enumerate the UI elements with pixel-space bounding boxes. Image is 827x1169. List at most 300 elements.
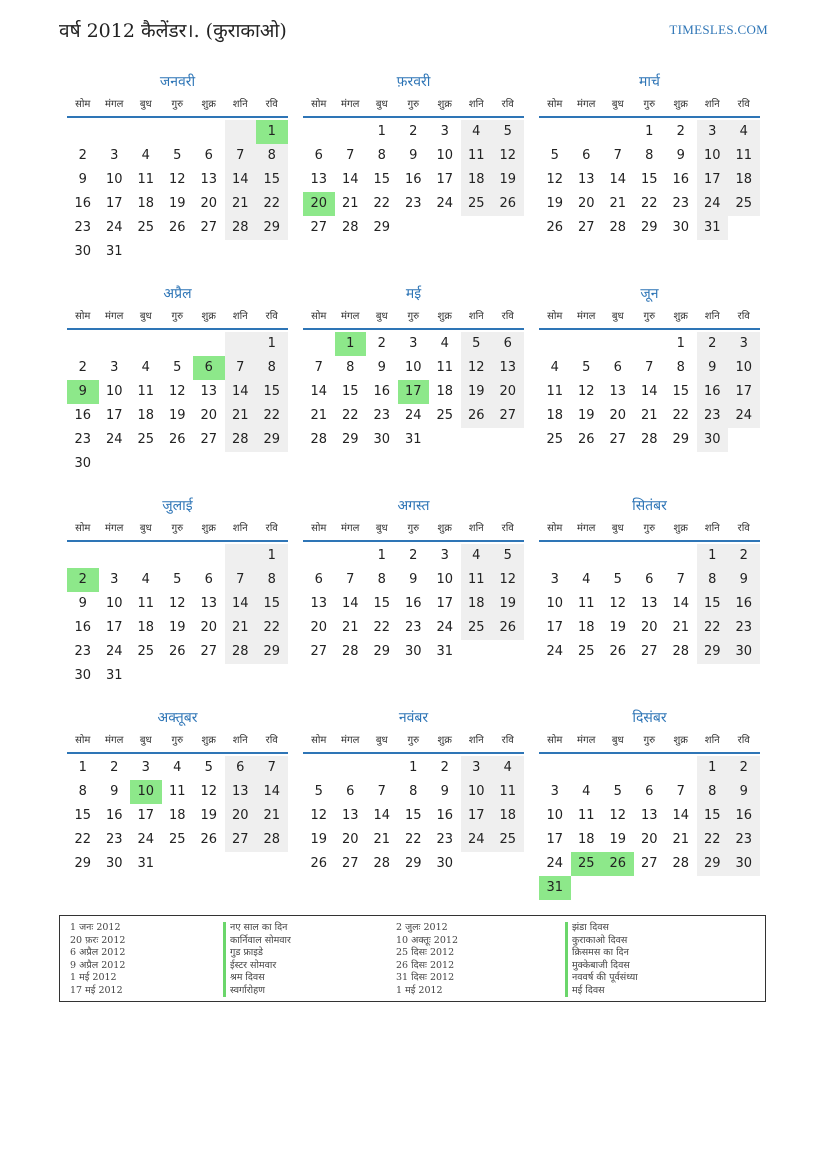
day-cell: 11 [436,360,454,375]
weekday-label: मंगल [341,523,360,534]
day-grid [67,756,288,876]
day-grid [539,756,760,900]
day-cell: 4 [492,756,524,780]
weekday-label: शुक्र [673,99,688,110]
empty-cell [303,544,335,568]
day-cell: 18 [436,384,454,399]
day-cell: 25 [577,644,595,659]
day-cell: 13 [609,384,627,399]
holiday-day-cell: 25 [571,852,603,876]
day-cell: 16 [436,808,454,823]
day-cell: 26 [168,220,186,235]
weekday-label: शनि [232,523,248,534]
day-cell: 8 [256,568,288,592]
weekday-label: बुध [139,735,152,746]
day-cell: 2 [728,756,760,780]
weekday-label: गुरु [171,735,184,746]
day-cell: 11 [461,144,493,168]
day-cell: 8 [346,360,355,375]
legend-left-names [223,922,291,997]
day-cell: 21 [341,620,359,635]
day-cell: 11 [577,596,595,611]
day-cell: 1 [377,548,386,563]
day-cell: 21 [225,192,257,216]
day-cell: 22 [697,828,729,852]
day-cell: 10 [436,148,454,163]
day-cell: 31 [697,216,729,240]
day-cell: 12 [492,144,524,168]
day-cell: 28 [225,640,257,664]
day-cell: 17 [436,172,454,187]
weekday-label: शुक्र [201,523,216,534]
weekday-label: बुध [139,523,152,534]
weekday-label: गुरु [643,735,656,746]
empty-cell [225,332,257,356]
day-cell: 4 [461,544,493,568]
day-cell: 7 [346,148,355,163]
day-cell: 28 [225,428,257,452]
day-cell: 20 [640,620,658,635]
day-cell: 2 [409,548,418,563]
legend-entry: क्रिसमस का दिन [565,947,638,960]
day-cell: 13 [200,384,218,399]
day-cell: 17 [546,832,564,847]
day-cell: 7 [225,568,257,592]
legend-entry: श्रम दिवस [223,972,291,985]
day-cell: 6 [492,332,524,356]
day-cell: 9 [728,568,760,592]
day-cell: 18 [137,196,155,211]
day-cell: 30 [404,644,422,659]
weekday-label: बुध [375,311,388,322]
day-grid [67,332,288,476]
day-cell: 19 [609,832,627,847]
day-cell: 25 [461,616,493,640]
weekday-label: बुध [375,735,388,746]
weekday-header [303,730,524,754]
weekday-label: सोम [75,523,91,534]
day-cell: 3 [550,572,559,587]
day-cell: 16 [697,380,729,404]
legend-entry: 20 फ़रः 2012 [70,934,126,946]
day-grid [303,544,524,664]
weekday-label: बुध [375,523,388,534]
day-cell: 18 [137,620,155,635]
day-cell: 4 [141,572,150,587]
day-cell: 9 [110,784,119,799]
weekday-label: मंगल [577,311,596,322]
weekday-header [67,730,288,754]
empty-cell [99,332,131,356]
day-cell: 24 [697,192,729,216]
day-cell: 12 [310,808,328,823]
day-cell: 1 [256,332,288,356]
empty-cell [67,332,99,356]
day-cell: 12 [168,384,186,399]
month-name: नवंबर [398,710,429,726]
weekday-label: गुरु [407,99,420,110]
day-cell: 4 [440,336,449,351]
weekday-header [67,306,288,330]
site-link[interactable]: TIMESLES.COM [669,22,768,37]
day-cell: 24 [546,856,564,871]
day-cell: 30 [672,220,690,235]
day-cell: 8 [697,568,729,592]
weekday-label: बुध [611,523,624,534]
day-cell: 12 [609,808,627,823]
weekday-label: शनि [704,735,720,746]
day-cell: 6 [204,148,213,163]
day-grid [303,332,524,452]
day-cell: 15 [256,380,288,404]
weekday-label: रवि [265,523,278,534]
day-cell: 28 [256,828,288,852]
day-cell: 20 [225,804,257,828]
empty-cell [539,756,571,780]
weekday-header [539,306,760,330]
weekday-label: गुरु [171,523,184,534]
day-cell: 15 [341,384,359,399]
day-cell: 5 [492,544,524,568]
day-cell: 7 [225,144,257,168]
day-cell: 29 [672,432,690,447]
day-cell: 22 [404,832,422,847]
day-cell: 20 [640,832,658,847]
day-cell: 20 [341,832,359,847]
legend-entry: मुक्केबाजी दिवस [565,960,638,973]
day-cell: 5 [613,784,622,799]
empty-cell [130,332,162,356]
weekday-header [67,518,288,542]
day-cell: 17 [728,380,760,404]
legend-entry: 25 दिसः 2012 [396,947,455,958]
weekday-label: सोम [311,311,327,322]
day-cell: 19 [310,832,328,847]
empty-cell [571,756,603,780]
weekday-label: शनि [704,523,720,534]
weekday-label: शनि [232,99,248,110]
day-cell: 1 [697,544,729,568]
day-cell: 14 [640,384,658,399]
month-block [539,708,760,920]
legend-entry: नए साल का दिन [223,922,291,935]
day-cell: 11 [577,808,595,823]
weekday-label: बुध [611,99,624,110]
day-cell: 21 [640,408,658,423]
day-cell: 4 [141,360,150,375]
day-cell: 26 [461,404,493,428]
day-cell: 19 [492,168,524,192]
empty-cell [602,544,634,568]
day-cell: 4 [728,120,760,144]
day-cell: 26 [310,856,328,871]
weekday-label: सोम [547,311,563,322]
day-cell: 11 [137,596,155,611]
day-cell: 17 [137,808,155,823]
day-cell: 17 [546,620,564,635]
day-cell: 16 [728,592,760,616]
day-cell: 28 [341,644,359,659]
day-cell: 5 [204,760,213,775]
weekday-label: रवि [737,735,750,746]
day-cell: 28 [225,216,257,240]
empty-cell [67,544,99,568]
day-cell: 6 [314,572,323,587]
weekday-header [539,94,760,118]
day-cell: 6 [346,784,355,799]
day-cell: 10 [546,808,564,823]
day-cell: 13 [341,808,359,823]
day-cell: 25 [461,192,493,216]
day-cell: 14 [373,808,391,823]
empty-cell [665,544,697,568]
weekday-label: शुक्र [673,735,688,746]
weekday-label: शुक्र [437,99,452,110]
day-cell: 10 [546,596,564,611]
weekday-label: सोम [311,735,327,746]
month-block [303,72,524,284]
day-cell: 7 [225,356,257,380]
weekday-label: शुक्र [673,523,688,534]
month-name: अक्तूबर [157,710,198,726]
day-cell: 14 [225,592,257,616]
day-cell: 29 [697,852,729,876]
day-cell: 5 [550,148,559,163]
month-block [539,496,760,708]
holiday-legend [59,915,766,1002]
day-cell: 2 [697,332,729,356]
weekday-label: मंगल [341,735,360,746]
day-cell: 14 [341,596,359,611]
day-cell: 8 [676,360,685,375]
weekday-label: शनि [468,735,484,746]
month-name: जुलाई [162,498,193,514]
legend-entry: गुड फ्राइडे [223,947,291,960]
weekday-header [67,94,288,118]
day-cell: 12 [577,384,595,399]
day-cell: 29 [74,856,92,871]
day-cell: 23 [74,432,92,447]
day-cell: 15 [697,804,729,828]
weekday-label: गुरु [643,99,656,110]
weekday-label: सोम [547,99,563,110]
empty-cell [162,544,194,568]
month-name: सितंबर [632,498,667,514]
weekday-label: मंगल [105,523,124,534]
day-cell: 7 [256,756,288,780]
weekday-label: शनि [704,99,720,110]
day-cell: 7 [314,360,323,375]
day-cell: 30 [74,456,92,471]
day-cell: 6 [204,572,213,587]
month-name: मई [405,286,422,302]
day-cell: 17 [105,196,123,211]
weekday-label: रवि [501,311,514,322]
day-cell: 21 [225,616,257,640]
day-cell: 21 [225,404,257,428]
day-cell: 19 [168,408,186,423]
weekday-header [303,518,524,542]
weekday-label: शनि [468,311,484,322]
empty-cell [225,544,257,568]
day-cell: 9 [409,148,418,163]
day-cell: 19 [609,620,627,635]
day-cell: 22 [373,620,391,635]
day-cell: 9 [728,780,760,804]
day-cell: 23 [697,404,729,428]
day-cell: 15 [74,808,92,823]
day-cell: 27 [200,432,218,447]
day-cell: 16 [74,408,92,423]
empty-cell [571,544,603,568]
weekday-label: शुक्र [201,99,216,110]
day-cell: 30 [373,432,391,447]
day-cell: 25 [137,644,155,659]
empty-cell [571,332,603,356]
month-name: दिसंबर [632,710,667,726]
day-cell: 28 [672,856,690,871]
day-cell: 6 [645,784,654,799]
day-cell: 10 [697,144,729,168]
weekday-label: मंगल [105,311,124,322]
day-cell: 24 [436,196,454,211]
day-cell: 12 [546,172,564,187]
day-cell: 12 [609,596,627,611]
empty-cell [335,544,367,568]
day-cell: 11 [168,784,186,799]
weekday-label: गुरु [407,311,420,322]
day-cell: 15 [256,592,288,616]
empty-cell [193,544,225,568]
day-cell: 20 [200,196,218,211]
legend-entry: स्वर्गारोहण [223,985,291,998]
day-cell: 7 [613,148,622,163]
month-block [67,708,288,920]
day-cell: 21 [672,832,690,847]
day-cell: 8 [645,148,654,163]
day-cell: 12 [200,784,218,799]
day-cell: 10 [404,360,422,375]
day-cell: 2 [78,148,87,163]
day-cell: 6 [613,360,622,375]
holiday-day-cell: 26 [602,852,634,876]
day-cell: 30 [728,852,760,876]
day-cell: 20 [200,408,218,423]
day-cell: 12 [168,172,186,187]
day-cell: 9 [78,172,87,187]
day-cell: 15 [697,592,729,616]
day-cell: 13 [310,172,328,187]
day-cell: 27 [225,828,257,852]
day-cell: 26 [609,644,627,659]
day-cell: 26 [200,832,218,847]
month-name: जून [640,286,659,302]
day-cell: 18 [577,832,595,847]
day-cell: 31 [436,644,454,659]
legend-entry: 9 अप्रैल 2012 [70,959,126,971]
day-cell: 29 [341,432,359,447]
day-cell: 24 [546,644,564,659]
day-cell: 3 [141,760,150,775]
holiday-day-cell: 20 [303,192,335,216]
day-cell: 27 [640,856,658,871]
day-cell: 14 [225,380,257,404]
day-cell: 11 [492,780,524,804]
day-cell: 19 [461,380,493,404]
day-cell: 23 [728,616,760,640]
day-cell: 21 [609,196,627,211]
day-cell: 16 [74,620,92,635]
weekday-label: गुरु [643,311,656,322]
day-cell: 3 [440,548,449,563]
day-cell: 22 [341,408,359,423]
weekday-label: शुक्र [201,311,216,322]
day-cell: 3 [461,756,493,780]
legend-entry: 2 जुलः 2012 [396,922,448,933]
day-cell: 26 [492,192,524,216]
day-cell: 23 [672,196,690,211]
day-cell: 9 [409,572,418,587]
weekday-label: मंगल [105,735,124,746]
legend-entry: 6 अप्रैल 2012 [70,947,126,958]
legend-entry: नववर्ष की पूर्वसंध्या [565,972,638,985]
day-cell: 17 [105,408,123,423]
day-cell: 2 [440,760,449,775]
holiday-day-cell: 1 [335,332,367,356]
day-cell: 21 [373,832,391,847]
empty-cell [99,120,131,144]
day-grid [303,120,524,240]
day-cell: 22 [256,616,288,640]
day-cell: 5 [173,360,182,375]
day-cell: 23 [404,620,422,635]
month-block [303,284,524,496]
day-cell: 19 [168,196,186,211]
weekday-label: मंगल [577,735,596,746]
day-cell: 24 [105,220,123,235]
day-cell: 26 [546,220,564,235]
day-cell: 6 [645,572,654,587]
legend-right-dates [396,922,458,997]
day-cell: 11 [461,568,493,592]
weekday-label: शुक्र [673,311,688,322]
day-cell: 25 [728,192,760,216]
day-cell: 12 [461,356,493,380]
day-cell: 29 [256,428,288,452]
day-cell: 30 [436,856,454,871]
weekday-header [303,306,524,330]
legend-entry: कुराकाओ दिवस [565,935,638,948]
weekday-label: शनि [232,311,248,322]
day-cell: 5 [173,572,182,587]
day-cell: 16 [373,384,391,399]
day-cell: 14 [672,596,690,611]
empty-cell [225,120,257,144]
weekday-label: शनि [704,311,720,322]
legend-entry: 26 दिसः 2012 [396,959,455,971]
month-block [67,72,288,284]
day-cell: 22 [74,832,92,847]
day-cell: 31 [105,244,123,259]
day-cell: 15 [373,596,391,611]
weekday-label: शनि [468,99,484,110]
day-cell: 4 [141,148,150,163]
day-cell: 3 [110,572,119,587]
day-cell: 3 [697,120,729,144]
day-cell: 22 [672,408,690,423]
day-cell: 14 [609,172,627,187]
day-cell: 7 [676,784,685,799]
